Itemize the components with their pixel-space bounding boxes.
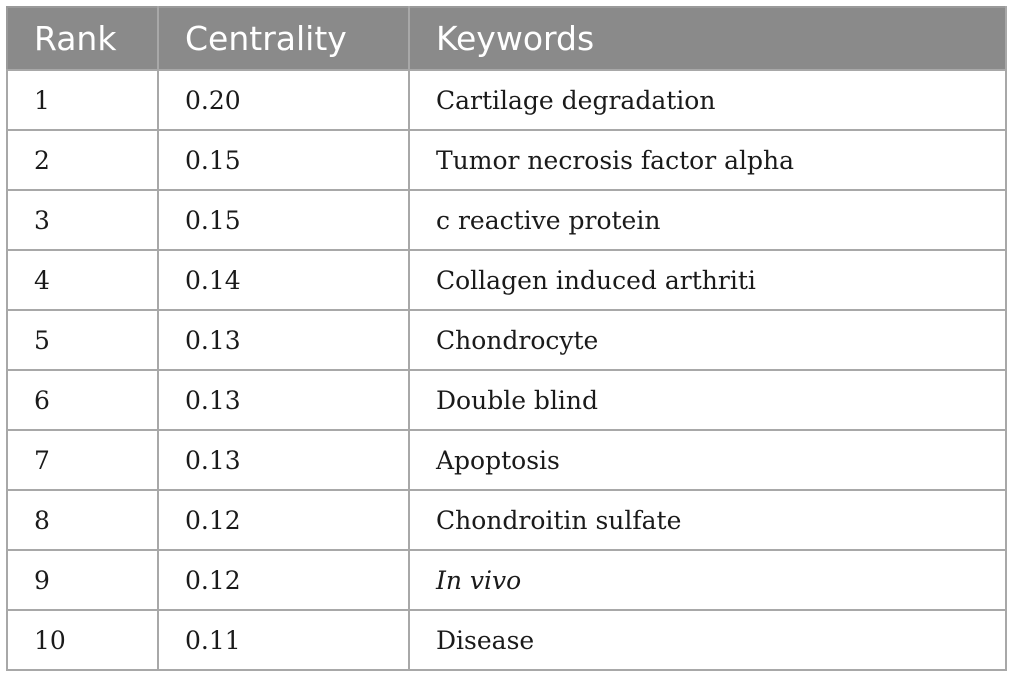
cell-rank: 6 [7,370,158,430]
table-row [7,190,1006,250]
table-row [7,70,1006,130]
table-row [7,430,1006,490]
header-keywords: Keywords [409,7,1006,70]
cell-centrality: 0.13 [158,310,409,370]
cell-centrality: 0.15 [158,190,409,250]
table-row [7,370,1006,430]
cell-rank: 8 [7,490,158,550]
cell-keyword: Apoptosis [409,430,1006,490]
cell-rank: 9 [7,550,158,610]
cell-keyword: Double blind [409,370,1006,430]
cell-centrality: 0.13 [158,370,409,430]
cell-centrality: 0.12 [158,550,409,610]
cell-rank: 1 [7,70,158,130]
cell-keyword: Disease [409,610,1006,670]
cell-rank: 2 [7,130,158,190]
table-body [7,70,1006,670]
keyword-centrality-table [6,6,1007,671]
cell-centrality: 0.15 [158,130,409,190]
table-row [7,490,1006,550]
cell-centrality: 0.20 [158,70,409,130]
cell-centrality: 0.12 [158,490,409,550]
table-row [7,250,1006,310]
cell-rank: 5 [7,310,158,370]
cell-centrality: 0.13 [158,430,409,490]
cell-rank: 3 [7,190,158,250]
table-header-row [7,7,1006,70]
cell-keyword: In vivo [409,550,1006,610]
cell-centrality: 0.14 [158,250,409,310]
cell-keyword: Chondroitin sulfate [409,490,1006,550]
cell-centrality: 0.11 [158,610,409,670]
cell-rank: 10 [7,610,158,670]
cell-rank: 7 [7,430,158,490]
table-row [7,130,1006,190]
table-row [7,610,1006,670]
cell-keyword: Collagen induced arthriti [409,250,1006,310]
cell-keyword: Tumor necrosis factor alpha [409,130,1006,190]
cell-rank: 4 [7,250,158,310]
cell-keyword: c reactive protein [409,190,1006,250]
cell-keyword: Chondrocyte [409,310,1006,370]
cell-keyword: Cartilage degradation [409,70,1006,130]
header-centrality: Centrality [158,7,409,70]
table-row [7,310,1006,370]
table-row [7,550,1006,610]
header-rank: Rank [7,7,158,70]
